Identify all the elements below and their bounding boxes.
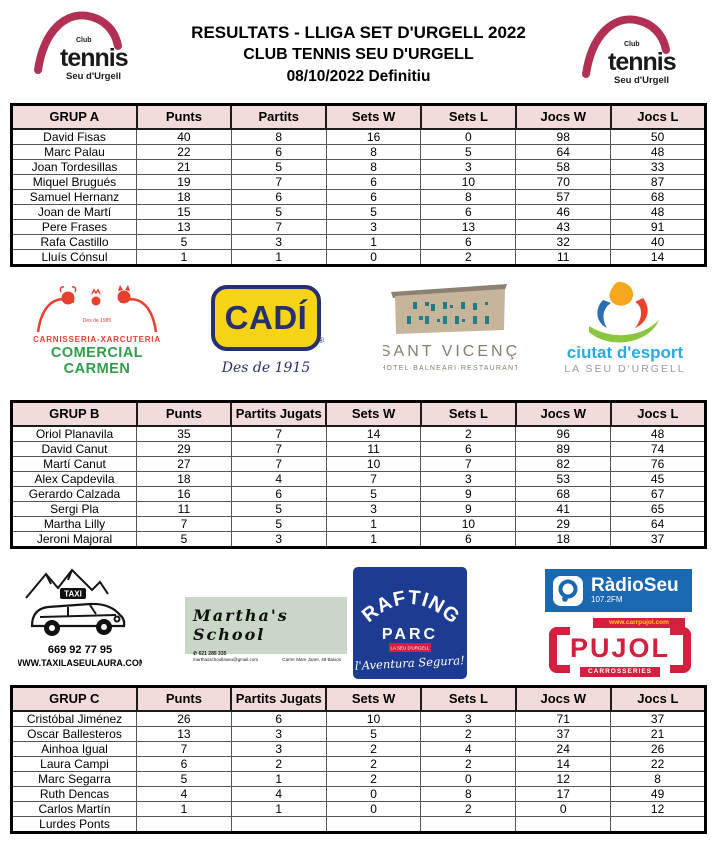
cadi-name: CADÍ (224, 299, 308, 336)
player-name-cell: Sergi Pla (12, 501, 137, 516)
value-cell: 87 (611, 174, 706, 189)
value-cell: 3 (326, 219, 421, 234)
value-cell: 12 (611, 801, 706, 816)
value-cell: 4 (137, 786, 232, 801)
table-row (12, 129, 706, 145)
value-cell: 14 (516, 756, 611, 771)
club-tennis-logo (574, 8, 696, 90)
hotel-building-icon (383, 278, 517, 376)
value-cell: 26 (611, 741, 706, 756)
table-row (12, 249, 706, 265)
sponsor-comercial-carmen (26, 282, 168, 377)
value-cell: 14 (326, 426, 421, 442)
rafting-slogan: l'Aventura Segura! (354, 653, 466, 673)
column-header-cell: Partits Jugats (231, 687, 326, 711)
logo-club-word: Club (624, 41, 640, 48)
value-cell: 70 (516, 174, 611, 189)
table-row (12, 711, 706, 727)
cadi-tagline: Des de 1915 (221, 360, 311, 376)
value-cell: 6 (421, 441, 516, 456)
value-cell: 16 (137, 486, 232, 501)
value-cell: 29 (137, 441, 232, 456)
player-name-cell: Carlos Martín (12, 801, 137, 816)
value-cell: 17 (516, 786, 611, 801)
column-header-cell: Sets W (326, 402, 421, 426)
value-cell: 48 (611, 426, 706, 442)
value-cell: 5 (421, 144, 516, 159)
value-cell: 1 (326, 531, 421, 547)
value-cell: 1 (231, 249, 326, 265)
value-cell: 40 (137, 129, 232, 145)
column-header-cell: Sets W (326, 105, 421, 129)
value-cell: 9 (421, 501, 516, 516)
pujol-name: PUJOL (569, 633, 671, 663)
value-cell: 0 (326, 249, 421, 265)
value-cell: 5 (326, 204, 421, 219)
logo-town-word: Seu d'Urgell (66, 71, 122, 82)
player-name-cell: Miquel Brugués (12, 174, 137, 189)
table-row (12, 441, 706, 456)
table-row (12, 144, 706, 159)
player-name-cell: Ruth Dencas (12, 786, 137, 801)
value-cell: 7 (231, 456, 326, 471)
value-cell: 11 (326, 441, 421, 456)
pujol-subtitle: CARROSSERIES (580, 667, 660, 677)
rafting-parc-word: PARC (381, 626, 439, 643)
value-cell: 7 (231, 174, 326, 189)
value-cell: 46 (516, 204, 611, 219)
player-name-cell: Laura Campi (12, 756, 137, 771)
column-header-cell: Jocs W (516, 687, 611, 711)
value-cell: 11 (516, 249, 611, 265)
value-cell: 76 (611, 456, 706, 471)
value-cell: 0 (421, 129, 516, 145)
value-cell: 65 (611, 501, 706, 516)
value-cell: 0 (421, 771, 516, 786)
table-row (12, 756, 706, 771)
value-cell: 91 (611, 219, 706, 234)
marthas-phone: ✆ 621 285 335 (193, 651, 227, 657)
value-cell: 1 (326, 234, 421, 249)
logo-tennis-word: tennis (608, 48, 676, 76)
value-cell: 6 (421, 204, 516, 219)
value-cell: 89 (516, 441, 611, 456)
column-header-cell: Sets L (421, 402, 516, 426)
taxi-van-icon (18, 564, 142, 672)
value-cell: 82 (516, 456, 611, 471)
value-cell: 6 (421, 234, 516, 249)
column-header-cell: Jocs L (611, 402, 706, 426)
value-cell: 8 (326, 144, 421, 159)
value-cell: 3 (231, 741, 326, 756)
value-cell: 1 (231, 771, 326, 786)
value-cell: 6 (231, 144, 326, 159)
value-cell: 22 (137, 144, 232, 159)
value-cell: 43 (516, 219, 611, 234)
group-name-cell: GRUP A (12, 105, 137, 129)
value-cell: 48 (611, 204, 706, 219)
player-name-cell: Lluís Cónsul (12, 249, 137, 265)
rafting-parc-logo (353, 567, 467, 679)
value-cell: 8 (326, 159, 421, 174)
value-cell: 10 (421, 516, 516, 531)
rafting-town: LA SEU D'URGELL (390, 645, 430, 651)
carmen-line1: CARNISSERIA-XARCUTERIA (33, 335, 161, 344)
value-cell: 5 (231, 516, 326, 531)
value-cell: 6 (326, 174, 421, 189)
logo-club-word: Club (76, 37, 92, 44)
marthas-email: marthasschoollaseu@gmail.com (193, 657, 259, 662)
value-cell: 64 (611, 516, 706, 531)
value-cell: 74 (611, 441, 706, 456)
value-cell: 67 (611, 486, 706, 501)
column-header-cell: Partits (231, 105, 326, 129)
value-cell: 98 (516, 129, 611, 145)
value-cell: 7 (231, 426, 326, 442)
marthas-school-details (193, 651, 341, 663)
player-name-cell: David Fisas (12, 129, 137, 145)
player-name-cell: Rafa Castillo (12, 234, 137, 249)
value-cell: 41 (516, 501, 611, 516)
value-cell: 2 (421, 726, 516, 741)
carmen-animals-icon (28, 282, 166, 334)
sponsor-pujol-carrosseries (549, 618, 691, 678)
table-row (12, 189, 706, 204)
table-row (12, 501, 706, 516)
table-row (12, 741, 706, 756)
value-cell: 6 (231, 189, 326, 204)
value-cell: 8 (421, 189, 516, 204)
value-cell: 11 (137, 501, 232, 516)
value-cell: 37 (611, 531, 706, 547)
value-cell: 6 (421, 531, 516, 547)
player-name-cell: Oriol Planavila (12, 426, 137, 442)
sponsor-marthas-school (185, 597, 347, 662)
column-header-cell: Punts (137, 105, 232, 129)
value-cell: 2 (326, 741, 421, 756)
value-cell: 68 (516, 486, 611, 501)
value-cell: 9 (421, 486, 516, 501)
table-row (12, 486, 706, 501)
radioseu-frequency: 107.2FM (591, 595, 623, 604)
value-cell: 35 (137, 426, 232, 442)
cadi-badge (211, 285, 324, 351)
value-cell: 7 (326, 471, 421, 486)
value-cell: 0 (326, 786, 421, 801)
value-cell: 5 (137, 234, 232, 249)
player-name-cell: Gerardo Calzada (12, 486, 137, 501)
taxi-phone: 669 92 77 95 (47, 644, 113, 656)
rafting-arched-word: RAFTING (357, 586, 465, 629)
pujol-website: www.carrpujol.com (593, 618, 685, 628)
player-name-cell: Joan Tordesillas (12, 159, 137, 174)
table-row (12, 426, 706, 442)
value-cell: 50 (611, 129, 706, 145)
sponsor-cadi (207, 285, 325, 376)
value-cell: 21 (611, 726, 706, 741)
value-cell: 1 (326, 516, 421, 531)
table-row (12, 816, 706, 832)
group-b-table (10, 400, 707, 549)
carmen-line2: COMERCIAL CARMEN (50, 345, 144, 377)
value-cell: 48 (611, 144, 706, 159)
title-line-3: 08/10/2022 Definitiu (286, 68, 431, 85)
value-cell: 26 (137, 711, 232, 727)
value-cell: 6 (231, 486, 326, 501)
value-cell: 7 (421, 456, 516, 471)
sant-vicenc-name: SANT VICENÇ (383, 343, 517, 360)
value-cell: 21 (137, 159, 232, 174)
value-cell: 32 (516, 234, 611, 249)
radioseu-speaker-icon (553, 576, 583, 606)
player-name-cell: Marc Segarra (12, 771, 137, 786)
value-cell (611, 816, 706, 832)
table-row (12, 159, 706, 174)
table-row (12, 771, 706, 786)
value-cell (516, 816, 611, 832)
value-cell: 1 (137, 801, 232, 816)
value-cell: 3 (421, 159, 516, 174)
taxi-website: WWW.TAXILASEULAURA.COM (18, 658, 142, 668)
ciutat-esport-town: LA SEU D'URGELL (564, 363, 686, 375)
value-cell: 58 (516, 159, 611, 174)
column-header-cell: Jocs L (611, 687, 706, 711)
player-name-cell: Cristóbal Jiménez (12, 711, 137, 727)
title-line-1: RESULTATS - LLIGA SET D'URGELL 2022 (191, 23, 526, 42)
value-cell: 3 (326, 501, 421, 516)
value-cell: 3 (231, 531, 326, 547)
value-cell: 18 (516, 531, 611, 547)
value-cell: 4 (231, 786, 326, 801)
player-name-cell: Samuel Hernanz (12, 189, 137, 204)
sponsor-taxi-la-seu (18, 564, 142, 677)
player-name-cell: Joan de Martí (12, 204, 137, 219)
value-cell: 7 (231, 441, 326, 456)
value-cell: 6 (231, 711, 326, 727)
value-cell: 5 (231, 159, 326, 174)
value-cell: 37 (516, 726, 611, 741)
value-cell (137, 816, 232, 832)
value-cell: 0 (326, 801, 421, 816)
value-cell: 33 (611, 159, 706, 174)
column-header-cell: Punts (137, 402, 232, 426)
registered-mark-icon: ® (318, 336, 324, 345)
value-cell: 2 (326, 756, 421, 771)
taxi-sign-label: TAXI (64, 589, 82, 599)
table-row (12, 471, 706, 486)
value-cell: 6 (326, 189, 421, 204)
value-cell: 4 (421, 741, 516, 756)
column-header-cell: Partits Jugats (231, 402, 326, 426)
value-cell: 3 (231, 234, 326, 249)
table-row (12, 531, 706, 547)
value-cell: 13 (137, 726, 232, 741)
value-cell: 7 (137, 516, 232, 531)
table-row (12, 456, 706, 471)
value-cell: 3 (421, 471, 516, 486)
value-cell: 49 (611, 786, 706, 801)
value-cell: 68 (611, 189, 706, 204)
sant-vicenc-tagline: HOTEL·BALNEARI·RESTAURANT (383, 365, 517, 372)
value-cell: 0 (516, 801, 611, 816)
player-name-cell: Oscar Ballesteros (12, 726, 137, 741)
table-row (12, 204, 706, 219)
group-c-table (10, 685, 707, 834)
table-row (12, 786, 706, 801)
value-cell: 6 (137, 756, 232, 771)
logo-tennis-word: tennis (60, 44, 128, 72)
value-cell: 45 (611, 471, 706, 486)
value-cell: 7 (231, 219, 326, 234)
value-cell: 16 (326, 129, 421, 145)
value-cell: 96 (516, 426, 611, 442)
value-cell: 5 (231, 204, 326, 219)
value-cell: 64 (516, 144, 611, 159)
value-cell: 3 (421, 711, 516, 727)
value-cell: 5 (137, 531, 232, 547)
table-row (12, 234, 706, 249)
marthas-address: Carrer Mare Janer, 49 Baixos (282, 657, 341, 662)
logo-town-word: Seu d'Urgell (614, 75, 670, 86)
player-name-cell: Ainhoa Igual (12, 741, 137, 756)
column-header-cell: Sets L (421, 105, 516, 129)
svg-text:RAFTING (358, 587, 464, 629)
value-cell: 2 (231, 756, 326, 771)
column-header-cell: Jocs W (516, 402, 611, 426)
radioseu-text-block (591, 576, 679, 605)
value-cell: 7 (137, 741, 232, 756)
player-name-cell: Pere Frases (12, 219, 137, 234)
value-cell: 5 (326, 486, 421, 501)
sponsor-ciutat-esport (551, 276, 699, 381)
table-row (12, 726, 706, 741)
column-header-cell: Sets L (421, 687, 516, 711)
value-cell: 8 (421, 786, 516, 801)
table-row (12, 516, 706, 531)
value-cell: 5 (231, 501, 326, 516)
sponsor-sant-vicenc (383, 278, 517, 381)
value-cell: 12 (516, 771, 611, 786)
value-cell: 14 (611, 249, 706, 265)
player-name-cell: Alex Capdevila (12, 471, 137, 486)
value-cell (326, 816, 421, 832)
value-cell: 2 (421, 426, 516, 442)
table-row (12, 801, 706, 816)
value-cell: 8 (231, 129, 326, 145)
value-cell: 22 (611, 756, 706, 771)
value-cell: 1 (231, 801, 326, 816)
value-cell: 15 (137, 204, 232, 219)
value-cell: 4 (231, 471, 326, 486)
value-cell: 10 (326, 456, 421, 471)
marthas-contact-block (193, 651, 258, 663)
player-name-cell: Jeroni Majoral (12, 531, 137, 547)
value-cell: 71 (516, 711, 611, 727)
carmen-tagline: Des de 1985 (82, 318, 112, 324)
value-cell: 10 (421, 174, 516, 189)
player-name-cell: David Canut (12, 441, 137, 456)
value-cell: 29 (516, 516, 611, 531)
value-cell: 57 (516, 189, 611, 204)
column-header-cell: Sets W (326, 687, 421, 711)
title-line-2: CLUB TENNIS SEU D'URGELL (243, 46, 474, 63)
player-name-cell: Martha Lilly (12, 516, 137, 531)
value-cell: 5 (326, 726, 421, 741)
column-header-cell: Jocs L (611, 105, 706, 129)
ciutat-esport-name: ciutat d'esport (566, 343, 684, 362)
column-header-cell: Punts (137, 687, 232, 711)
column-header-cell: Jocs W (516, 105, 611, 129)
value-cell: 19 (137, 174, 232, 189)
value-cell: 18 (137, 471, 232, 486)
table-row (12, 219, 706, 234)
value-cell: 3 (231, 726, 326, 741)
value-cell: 1 (137, 249, 232, 265)
value-cell: 13 (421, 219, 516, 234)
value-cell: 24 (516, 741, 611, 756)
ciutat-esport-swirl-icon (551, 276, 699, 376)
player-name-cell: Marc Palau (12, 144, 137, 159)
value-cell: 2 (421, 249, 516, 265)
value-cell: 53 (516, 471, 611, 486)
player-name-cell: Martí Canut (12, 456, 137, 471)
player-name-cell: Lurdes Ponts (12, 816, 137, 832)
value-cell (421, 816, 516, 832)
value-cell (231, 816, 326, 832)
value-cell: 5 (137, 771, 232, 786)
value-cell: 37 (611, 711, 706, 727)
group-name-cell: GRUP B (12, 402, 137, 426)
value-cell: 2 (326, 771, 421, 786)
sponsor-rafting-parc (353, 567, 467, 679)
value-cell: 27 (137, 456, 232, 471)
group-a-table (10, 103, 707, 267)
table-row (12, 174, 706, 189)
value-cell: 18 (137, 189, 232, 204)
value-cell: 13 (137, 219, 232, 234)
value-cell: 2 (421, 801, 516, 816)
marthas-school-name: Martha's School (193, 606, 289, 644)
group-name-cell: GRUP C (12, 687, 137, 711)
value-cell: 2 (421, 756, 516, 771)
value-cell: 40 (611, 234, 706, 249)
value-cell: 10 (326, 711, 421, 727)
sponsor-radioseu (545, 569, 692, 612)
radioseu-name: RàdioSeu (591, 575, 679, 596)
value-cell: 8 (611, 771, 706, 786)
